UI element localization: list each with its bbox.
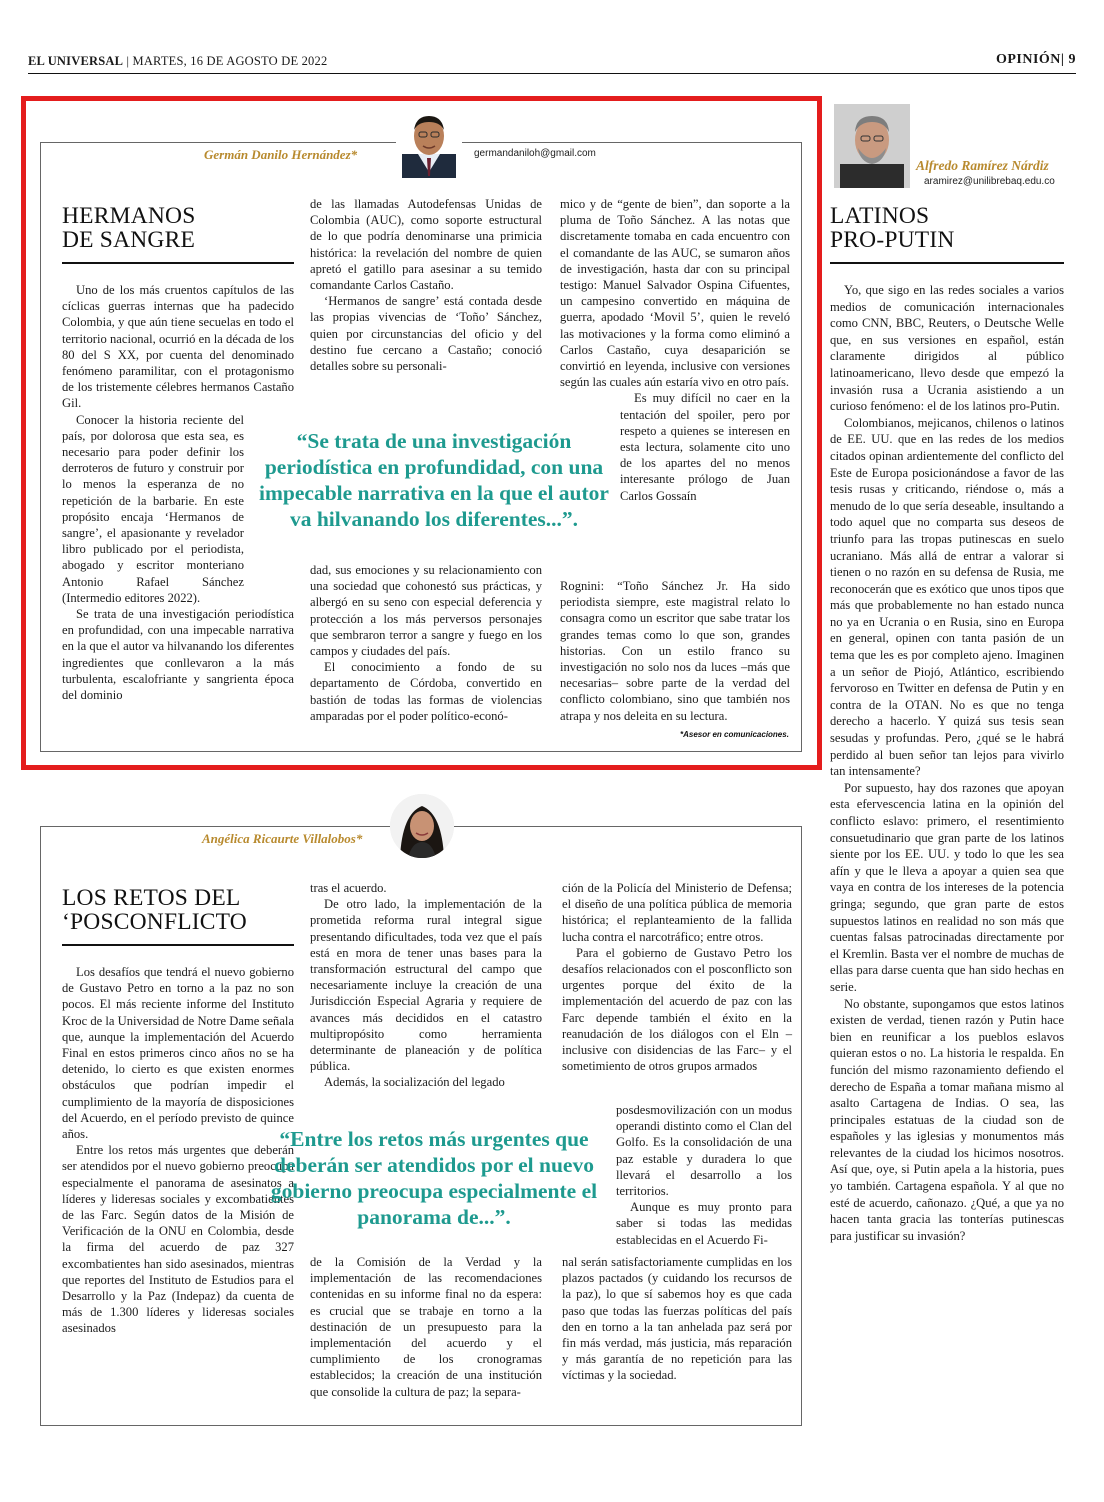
article1-col3-bottom — [560, 578, 790, 724]
paragraph: ‘Hermanos de sangre’ está contada desde las propias vivencias de ‘Toño’ Sánchez, quien por circunstancias del oficio y del destino fue cercano a Castaño; conoció detalles sobre su personali- — [310, 294, 542, 374]
paragraph: De otro lado, la implementación de la prometida reforma rural integral sigue presentando dificultades, toda vez que el país está en mora de tener unas bases para la transformación estructural del campo que necesariamente incluye la creación de una Jurisdicción Especial Agraria y requiere de avances más decididos en el catastro multipropósito como herramienta determinante de planeación y de política pública. — [310, 897, 542, 1074]
paragraph: Yo, que sigo en las redes sociales a varios medios de comunicación internacionales como CNN, BBC, Reuters, o Deutsche Welle que, en sus versiones en español, están claramente dirigidos al público latinoamericano, llevo desde que empezó la invasión rusa a Ucrania asistiendo a un curioso fenómeno: el de los latinos pro-Putin. — [830, 283, 1064, 414]
headline-hermanos: HERMANOS DE SANGRE — [62, 203, 196, 253]
pull-quote: “Se trata de una investigación periodística en profundidad, con una impecable narrativa en la que el autor va hilvanando los diferentes...”. — [259, 429, 609, 531]
article2-col3-mid — [616, 1102, 792, 1248]
author-footnote: *Asesor en comunicaciones. — [680, 730, 789, 739]
article2-col3-bottom — [562, 1254, 792, 1384]
article2-col1 — [62, 964, 294, 1337]
masthead — [28, 52, 1076, 74]
page-number: 9 — [1068, 52, 1076, 67]
paragraph: tras el acuerdo. — [310, 881, 387, 895]
paragraph: Aunque es muy pronto para saber si todas las medidas establecidas en el Acuerdo Fi- — [616, 1200, 792, 1247]
author-email: germandaniloh@gmail.com — [474, 148, 596, 159]
article2-col2-top — [310, 880, 542, 1091]
section-name: OPINIÓN — [995, 52, 1061, 67]
paragraph: Se trata de una investigación periodística en profundidad, con una impecable narrativa en la que el autor va hilvanando los diferentes ingredientes que conllevaron a la más turbulenta, escalofriante y sangrienta época del dominio — [62, 607, 294, 703]
article2-col3-top — [562, 880, 792, 1074]
paragraph: mico y de “gente de bien”, dan soporte a la pluma de Toño Sánchez. A las notas que discretamente tomaba en cada encuentro con el comandante de las AUC, se sumaron años de investigación, hasta dar con su principal testigo: Manuel Salvador Ospina Cifuentes, un campesino convertido en máquina de guerra, apodado ‘Movil 5’, quien le reveló las motivaciones y la forma como eliminó a Carlos Castaño, cuya desaparición se convirtió en leyenda, inclusive con versiones según las cuales aún estaría vivo en otro país. — [560, 197, 790, 390]
paragraph: posdesmovilización con un modus operandi distinto como el Clan del Golfo. Es la consolidación de una paz estable y duradera lo que llevará el desarrollo a los territorios. — [616, 1103, 792, 1199]
paragraph: de las llamadas Autodefensas Unidas de Colombia (AUC), como soporte estructural de lo que podría denominarse una primicia histórica: la revelación del nombre de quien apretó el gatillo para asesinar a su temido comandante Carlos Castaño. — [310, 197, 542, 293]
headline-rule — [830, 262, 1064, 264]
author-email: aramirez@unilibrebaq.edu.co — [924, 176, 1055, 187]
paragraph: Es muy difícil no caer en la tentación del spoiler, pero por respeto a quienes se interesen en esta lectura, solamente cito uno de los apartes del no menos interesante prólogo de Juan Carlos Gossaín — [620, 391, 790, 503]
author-photo — [390, 794, 454, 858]
paragraph: No obstante, supongamos que estos latinos existen de verdad, tienen razón y Putin hace bien en reunificar a los pueblos eslavos quieran estos o no. La historia le respalda. En función del mismo razonamiento defiendo el derecho de España a tomar mañana mismo al asalto Cartagena de Indias. O sea, las principales estatuas de la ciudad son de españoles y las iglesias y monumentos más relevantes de la ciudad los hicimos nosotros. Así que, oye, si Putin apela a la historia, pues yo también. Cartagena española. Y al que no esté de acuerdo, cañonazo. ¿Qué, a que ya no hacen tanta gracia las tonterías putinescas para justificar su invasión? — [830, 996, 1064, 1243]
author-byline: Angélica Ricaurte Villalobos* — [202, 831, 363, 846]
paragraph: Colombianos, mejicanos, chilenos o latinos de EE. UU. que en las redes de los medios citados opinan ardientemente del conflicto del Este de Europa posicionándose a favor de las tesis rusas y criticando, riéndose o, más a menudo de lo que sería deseable, insultando a todo aquel que no comparta sus deseos de triunfo para las tropas putinescas en suelo ucraniano. Más allá de entrar a valorar si tienen o no razón en su defensa de Rusia, me reconocerán que es exótico que unos tipos que más que probablemente no han estado nunca no ya en Ucrania o en Rusia, sino en Europa en general, opinen con tanta pasión de un tema que les es por completo ajeno. Imaginen a un señor de Piojó, Atlántico, escribiendo fervoroso en Twitter en defensa de Putin y en contra de la OTAN. No es que no tenga derecho a hacerlo. Y quizá sus tesis sean sesudas y profundas. Pero, ¿qué se le habrá perdido al buen señor tan lejos para vivirlo tan intensamente? — [830, 415, 1064, 779]
masthead-right: OPINIÓN| 9 — [995, 52, 1076, 67]
article2-col2-bottom — [310, 1254, 542, 1400]
headline-rule — [62, 944, 294, 946]
author-photo — [396, 110, 462, 178]
masthead-left: EL UNIVERSAL | MARTES, 16 DE AGOSTO DE 2022 — [28, 54, 328, 68]
pull-quote: “Entre los retos más urgentes que deberán ser atendidos por el nuevo gobierno preocupa especialmente el panorama de...”. — [270, 1127, 598, 1229]
paragraph: Por supuesto, hay dos razones que apoyan esta efervescencia latina en la opinión del conflicto eslavo: primero, el resentimiento consuetudinario que gran parte de los latinos siente por los EE. UU. y todo lo que les sea afín y que le lleva a apoyar a quien sea que vaya en contra de los intereses de la potencia gringa; segundo, que gran parte de estos supuestos latinos en realidad no son más que cuentas falsas patrocinadas directamente por el Kremlin. Basta ver el nombre de muchas de ellas para darse cuenta que han sido hechas en serie. — [830, 780, 1064, 994]
paragraph: Para el gobierno de Gustavo Petro los desafíos relacionados con el posconflicto son urgentes porque del éxito de la implementación del acuerdo de paz con las Farc depende también el éxito en la reanudación de los diálogos con el Eln –inclusive con disidencias de las Farc– y el sometimiento de otros grupos armados — [562, 945, 792, 1074]
article3-body — [830, 282, 1064, 1244]
paragraph: ción de la Policía del Ministerio de Defensa; el diseño de una política pública de memoria histórica; el replanteamiento de la fallida lucha contra el narcotráfico; entre otros. — [562, 881, 792, 944]
paragraph: Conocer la historia reciente del país, por dolorosa que esta sea, es necesario para poder definir los derroteros de futuro y construir por lo menos la esperanza de no repetición de la barbarie. En este propósito encaja ‘Hermanos de sangre’, el apasionante y revelador libro publicado por el periodista, abogado y escritor monteriano Antonio Rafael Sánchez (Intermedio editores 2022). — [62, 412, 244, 605]
author-byline: Alfredo Ramírez Nárdiz — [916, 158, 1049, 173]
article1-col2-bottom — [310, 562, 542, 724]
paragraph: de la Comisión de la Verdad y la implementación de las recomendaciones contenidas en su informe final no da espera: es crucial que se trabaje en torno a la destinación de un presupuesto para la implementación del acuerdo y el cumplimiento de los cronogramas establecidos; la creación de una institución que consolide la cultura de paz; la separa- — [310, 1255, 542, 1399]
headline-rule — [62, 262, 294, 264]
paragraph: El conocimiento a fondo de su departamento de Córdoba, convertido en bastión de todas las formas de violencias amparadas por el poder político-econó- — [310, 660, 542, 723]
author-byline: Germán Danilo Hernández* — [204, 147, 358, 162]
headline-retos: LOS RETOS DEL ‘POSCONFLICTO — [62, 885, 247, 935]
author-photo — [834, 104, 910, 188]
paragraph: Además, la socialización del legado — [324, 1075, 505, 1090]
paragraph: Entre los retos más urgentes que deberán ser atendidos por el nuevo gobierno preocupa especialmente el panorama de asesinatos a líderes y lideresas sociales y excombatientes de las Farc. Según datos de la Misión de Verificación de la ONU en Colombia, desde la firma del acuerdo de paz 327 excombatientes han sido asesinados, mientras que reportes del Instituto de Estudios para el Desarrollo y la Paz (Indepaz) da cuenta de más de 1.300 líderes y lideresas sociales asesinados — [62, 1143, 294, 1336]
headline-latinos: LATINOS PRO-PUTIN — [830, 203, 955, 253]
paragraph: dad, sus emociones y su relacionamiento con una sociedad que cohonestó sus prácticas, y albergó en su seno con especial deferencia y protección a los más perversos personajes que sembraron terror a sangre y fuego en los campos y ciudades del país. — [310, 563, 542, 659]
issue-date: MARTES, 16 DE AGOSTO DE 2022 — [132, 54, 328, 68]
paragraph: Los desafíos que tendrá el nuevo gobierno de Gustavo Petro en torno a la paz no son pocos. El más reciente informe del Instituto Kroc de la Universidad de Notre Dame señala que, aunque la implementación del Acuerdo Final en estos primeros cinco años no se ha detenido, lo cierto es que existen enormes obstáculos que podrían impedir el cumplimiento de la mayoría de disposiciones del Acuerdo, en el período previsto de quince años. — [62, 965, 294, 1142]
paper-name: EL UNIVERSAL — [28, 54, 124, 68]
paragraph: Rognini: “Toño Sánchez Jr. Ha sido periodista siempre, este magistral relato lo consagra como un escritor que sabe tratar los grandes temas como lo que son, grandes historias. Con un estilo franco su investigación no solo nos da luces –más que necesarias– sobre parte de la verdad del conflicto colombiano, sino que también nos atrapa y nos deleita en su lectura. — [560, 579, 790, 723]
article1-col2-top — [310, 196, 542, 374]
paragraph: Uno de los más cruentos capítulos de las cíclicas guerras internas que ha padecido Colombia, y que aún tiene secuelas en todo el territorio nacional, ocurrió en la década de los 80 del S XX, por cuenta del denominado fenómeno paramilitar, con el protagonismo de los tristemente célebres hermanos Castaño Gil. — [62, 283, 294, 411]
paragraph: nal serán satisfactoriamente cumplidas en los plazos pactados (y cuidando los recursos de la paz), lo que sí sabemos hoy es que cada paso que todas las fuerzas políticas del país den en torno a la tan anhelada paz será por fin más verdad, más justicia, más reparación y más garantía de no repetición para las víctimas y la sociedad. — [562, 1255, 792, 1383]
